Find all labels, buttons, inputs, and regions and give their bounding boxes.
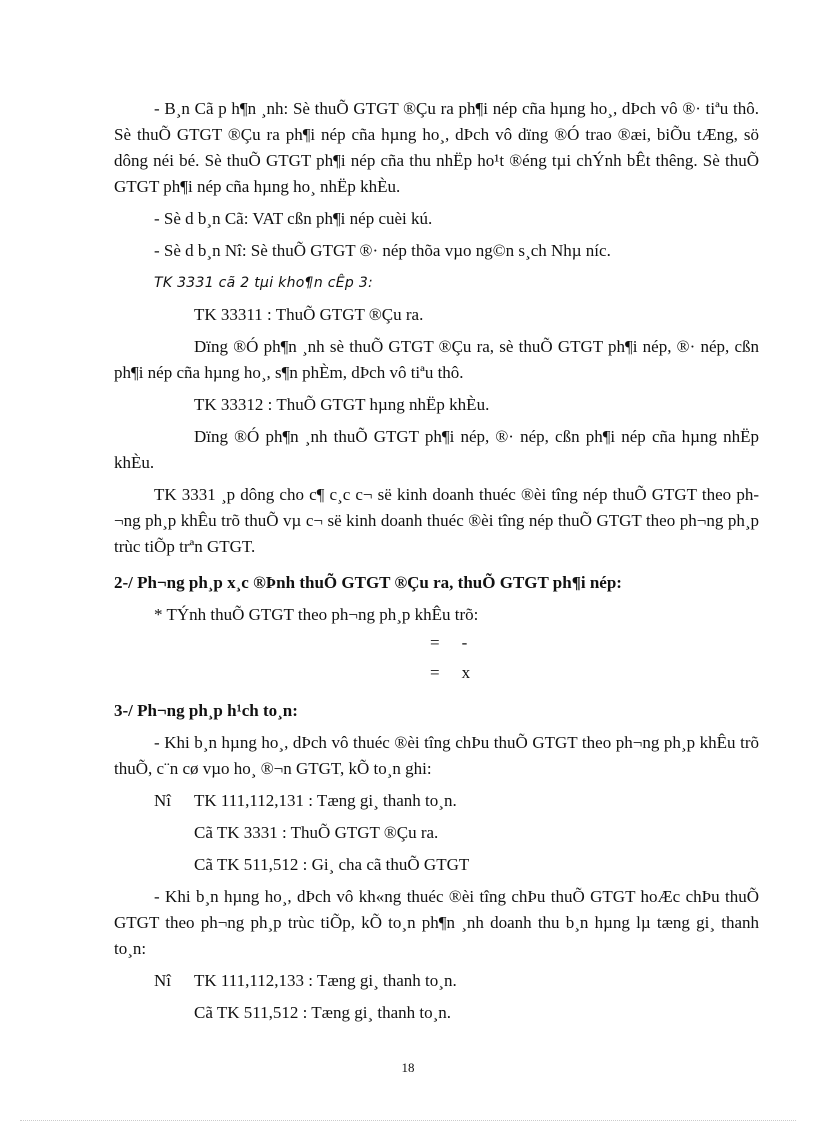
entry-debit-2: [114, 968, 759, 994]
document-body: [114, 96, 759, 1026]
formula-row-1: [114, 628, 759, 658]
account-33312-description: Dïng ®Ó ph¶n ¸nh thuÕ GTGT ph¶i nép, ®· nép, cßn ph¶i nép cña hµng nhËp khÈu.: [114, 427, 759, 472]
paragraph-applicability: TK 3331 ¸p dông cho c¶ c¸c c¬ së kinh doanh thuéc ®èi tîng nép thuÕ GTGT theo ph¬ng ph¸p khÊu trõ thuÕ vµ c¬ së kinh doanh thuéc ®èi tîng nép thuÕ GTGT theo ph¬ng ph¸p trùc tiÕp trªn GTGT.: [114, 485, 759, 556]
paragraph-sale-deduction: - Khi b¸n hµng ho¸, dÞch vô thuéc ®èi tîng chÞu thuÕ GTGT theo ph¬ng ph¸p khÊu trõ thuÕ, c¨n cø vµo ho¸ ®¬n GTGT, kÕ to¸n ghi:: [114, 733, 759, 778]
paragraph-deduction-method: * TÝnh thuÕ GTGT theo ph¬ng ph¸p khÊu trõ:: [154, 605, 479, 624]
section-heading-3: 3-/ Ph¬ng ph¸p h¹ch to¸n:: [114, 701, 298, 720]
paragraph-credit-side: - B¸n Cã p h¶n ¸nh: Sè thuÕ GTGT ®Çu ra ph¶i nép cña hµng ho¸, dÞch vô ®· tiªu thô. Sè thuÕ GTGT ®Çu ra ph¶i nép cña hµng ho¸, dÞch vô dïng ®Ó trao ®æi, biÕu tÆng, sö dông néi bé. Sè thuÕ GTGT ph¶i nép cña thu nhËp ho¹t ®éng tµi chÝnh bÊt thêng. Sè thuÕ GTGT ph¶i nép cña hµng ho¸ nhËp khÈu.: [114, 99, 759, 196]
formula-times: x: [461, 663, 471, 682]
entry-credit-2: Cã TK 511,512 : Gi¸ cha cã thuÕ GTGT: [194, 855, 470, 874]
paragraph-credit-balance: - Sè d b¸n Cã: VAT cßn ph¶i nép cuèi kú.: [154, 209, 433, 228]
entry-debit-1: [114, 788, 759, 814]
debit-label: Nî: [154, 971, 171, 990]
account-33311-title: TK 33311 : ThuÕ GTGT ®Çu ra.: [194, 305, 424, 324]
page-number: 18: [401, 1060, 415, 1075]
formula-minus: -: [461, 633, 468, 652]
formula-equals: =: [430, 663, 440, 682]
section-heading-2: 2-/ Ph¬ng ph¸p x¸c ®Þnh thuÕ GTGT ®Çu ra, thuÕ GTGT ph¶i nép:: [114, 573, 622, 592]
formula-row-2: [114, 658, 759, 688]
page-bottom-edge: [20, 1120, 796, 1121]
formula-equals: =: [430, 633, 440, 652]
paragraph-debit-balance: - Sè d b¸n Nî: Sè thuÕ GTGT ®· nép thõa vµo ng©n s¸ch Nhµ níc.: [154, 241, 611, 260]
debit-label: Nî: [154, 791, 171, 810]
paragraph-subaccounts-intro: TK 3331 cã 2 tµi kho¶n cÊp 3:: [154, 275, 374, 291]
entry-credit-3: Cã TK 511,512 : Tæng gi¸ thanh to¸n.: [194, 1003, 452, 1022]
debit-text: TK 111,112,133 : Tæng gi¸ thanh to¸n.: [194, 971, 457, 990]
entry-credit-1: Cã TK 3331 : ThuÕ GTGT ®Çu ra.: [194, 823, 439, 842]
account-33311-description: Dïng ®Ó ph¶n ¸nh sè thuÕ GTGT ®Çu ra, sè thuÕ GTGT ph¶i nép, ®· nép, cßn ph¶i nép cña hµng ho¸, s¶n phÈm, dÞch vô tiªu thô.: [114, 337, 759, 382]
account-33312-title: TK 33312 : ThuÕ GTGT hµng nhËp khÈu.: [194, 395, 490, 414]
paragraph-sale-direct: - Khi b¸n hµng ho¸, dÞch vô kh«ng thuéc ®èi tîng chÞu thuÕ GTGT hoÆc chÞu thuÕ GTGT theo ph¬ng ph¸p trùc tiÕp, kÕ to¸n ph¶n ¸nh doanh thu b¸n hµng lµ tæng gi¸ thanh to¸n:: [114, 887, 759, 958]
debit-text: TK 111,112,131 : Tæng gi¸ thanh to¸n.: [194, 791, 457, 810]
